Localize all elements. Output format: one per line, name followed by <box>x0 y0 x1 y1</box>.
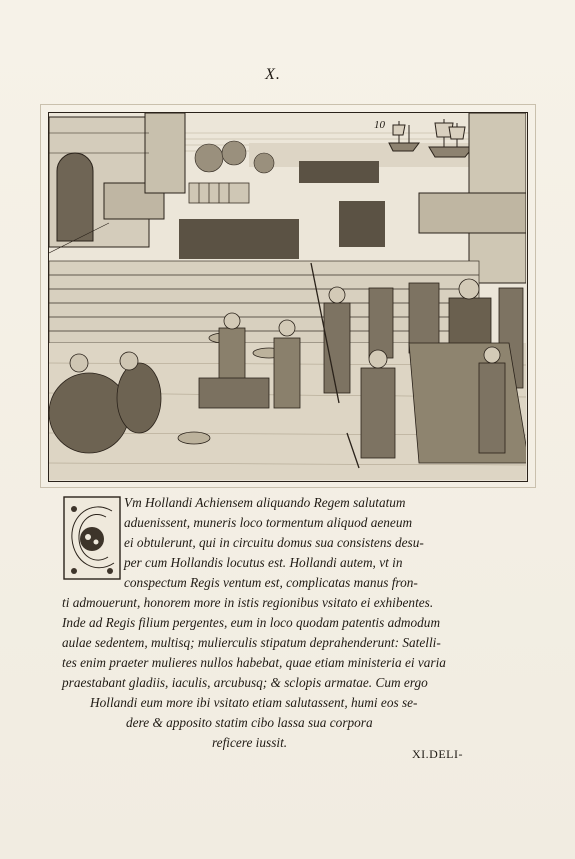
text-line-1: Vm Hollandi Achiensem aliquando Regem salutatum <box>124 495 406 510</box>
text-line-2: aduenissent, muneris loco tormentum aliquod aeneum <box>124 515 413 530</box>
text-line-7: Inde ad Regis filium pergentes, eum in loco quodam patentis admodum <box>62 615 441 630</box>
text-line-10: praestabant gladiis, iaculis, arcubusq; & sclopis armatae. Cum ergo <box>62 675 428 690</box>
scene-number: 10 <box>374 119 385 131</box>
text-line-8: aulae sedentem, multisq; mulierculis stipatum deprahenderunt: Satelli- <box>62 635 441 650</box>
catchword: XI.DELI- <box>412 747 463 761</box>
text-line-5: conspectum Regis ventum est, complicatas manus fron- <box>124 575 418 590</box>
text-line-11: Hollandi eum more ibi vsitato etiam salutassent, humi eos se- <box>90 695 418 710</box>
engraved-scene-illustration <box>49 113 526 480</box>
text-line-6: ti admouerunt, honorem more in istis regionibus vsitato ei exhibentes. <box>62 595 434 610</box>
palisade <box>189 183 249 203</box>
text-line-13: reficere iussit. <box>212 735 288 750</box>
engraving-illustration <box>48 112 528 482</box>
text-line-12: dere & apposito statim cibo lassa sua corpora <box>126 715 373 730</box>
text-line-3: ei obtulerunt, qui in circuitu domus sua consistens desu- <box>124 535 424 550</box>
decorated-initial-icon <box>62 495 122 581</box>
plate-number: X. <box>265 66 281 83</box>
text-line-4: per cum Hollandis locutus est. Hollandi autem, vt in <box>124 555 403 570</box>
text-line-9: tes enim praeter mulieres nullos habebat, quae etiam ministeria ei varia <box>62 655 446 670</box>
